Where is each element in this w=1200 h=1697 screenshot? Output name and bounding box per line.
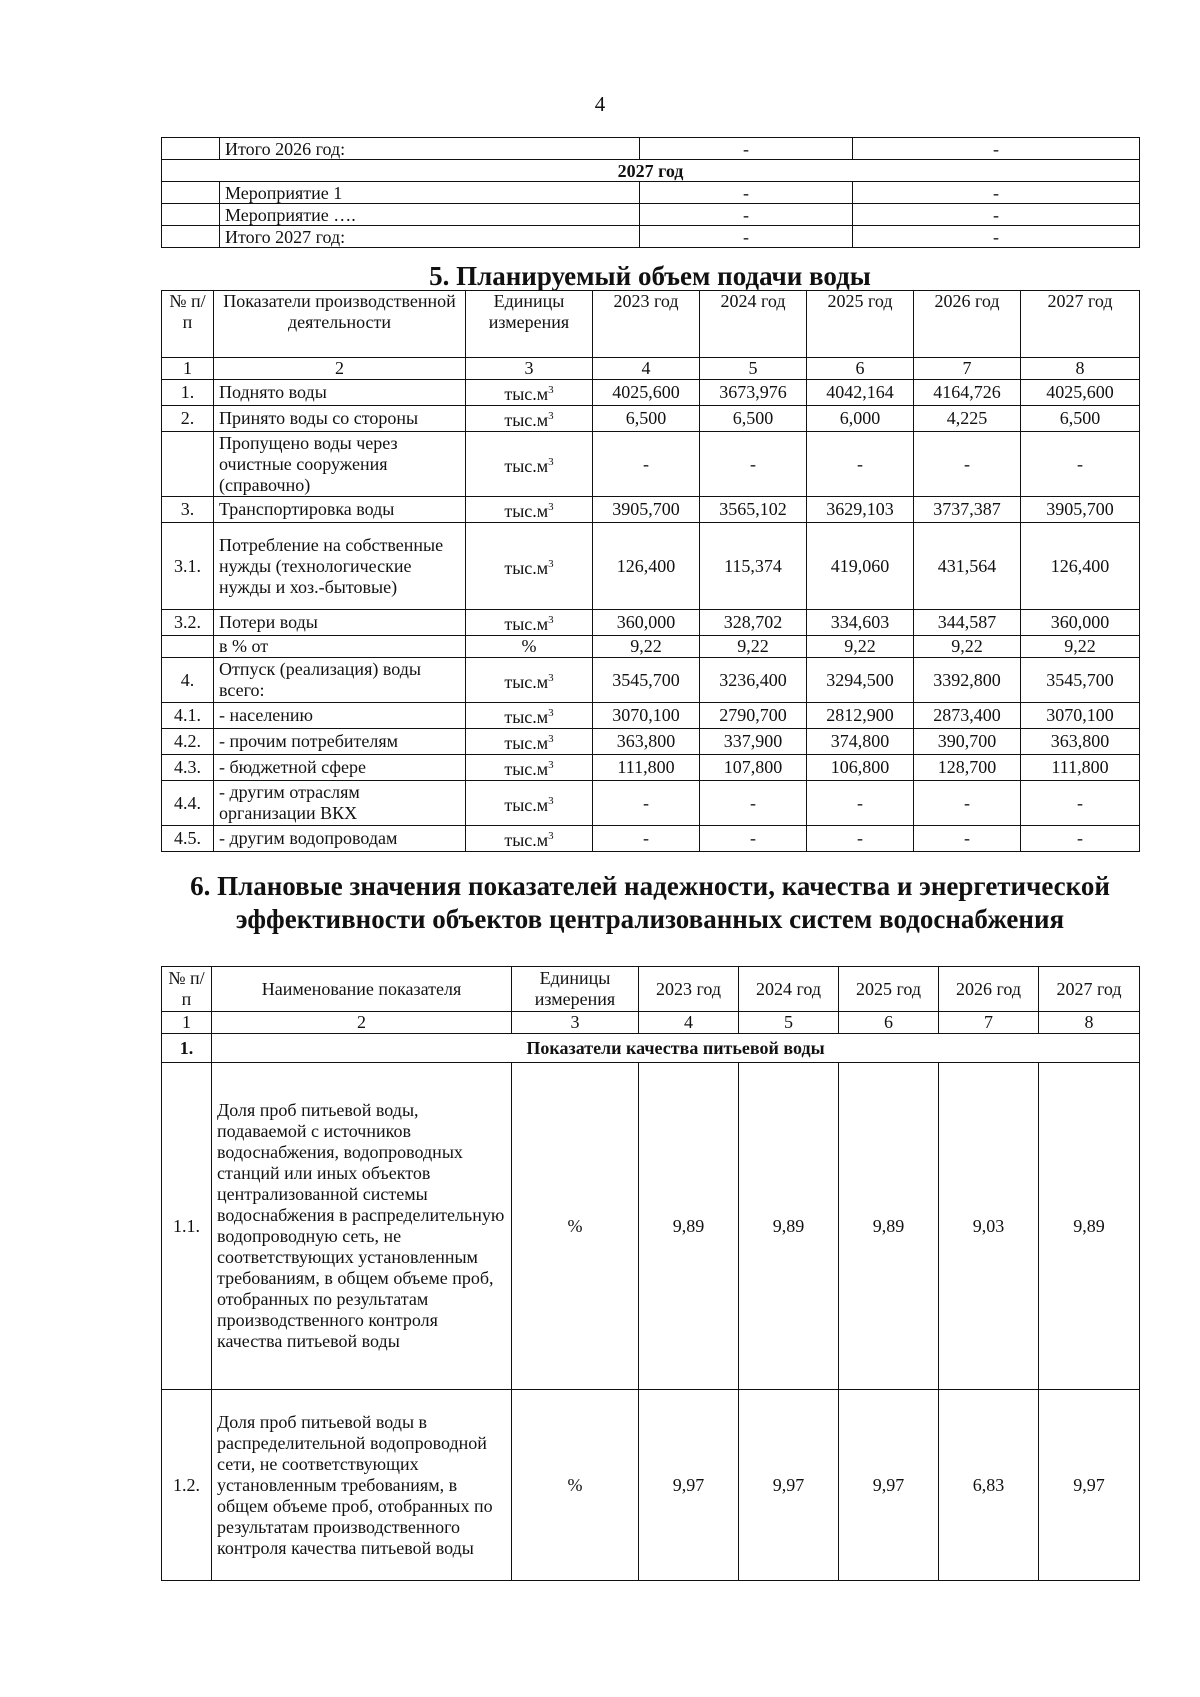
unit-superscript: 3 <box>548 733 554 745</box>
indicator-name-cell: - бюджетной сфере <box>214 755 466 781</box>
unit-cell <box>466 610 593 636</box>
table-row <box>162 523 1140 610</box>
value-cell: 6,500 <box>1021 406 1140 432</box>
table-row <box>162 138 1140 160</box>
column-number-row <box>162 358 1140 380</box>
value-cell: - <box>640 182 853 204</box>
value-cell: - <box>853 138 1140 160</box>
unit-text: тыс.м <box>504 830 549 850</box>
value-cell: 9,22 <box>1021 636 1140 658</box>
column-header: 2026 год <box>914 291 1021 358</box>
indicator-name-cell: Отпуск (реализация) воды всего: <box>214 658 466 703</box>
value-cell: 431,564 <box>914 523 1021 610</box>
column-header: 2023 год <box>593 291 700 358</box>
row-number-cell: 4.5. <box>162 826 214 852</box>
row-number-cell: 4.3. <box>162 755 214 781</box>
unit-text: тыс.м <box>504 501 549 521</box>
value-cell: 115,374 <box>700 523 807 610</box>
unit-cell <box>466 432 593 497</box>
unit-cell <box>466 523 593 610</box>
header-row <box>162 291 1140 358</box>
unit-cell: % <box>512 1063 639 1390</box>
value-cell: - <box>914 826 1021 852</box>
column-number: 7 <box>939 1012 1039 1034</box>
value-cell: 3545,700 <box>593 658 700 703</box>
value-cell: 107,800 <box>700 755 807 781</box>
row-number-cell <box>162 182 220 204</box>
table-row <box>162 610 1140 636</box>
unit-cell <box>466 703 593 729</box>
unit-superscript: 3 <box>548 759 554 771</box>
column-header: 2025 год <box>839 967 939 1012</box>
page-number: 4 <box>594 92 606 116</box>
value-cell: 328,702 <box>700 610 807 636</box>
indicator-name-cell: Доля проб питьевой воды, подаваемой с источников водоснабжения, водопроводных станций или иных объектов централизованной системы водоснабжения в распределительную водопроводную сеть, не соответствующих установленным требованиям, в общем объеме проб, отобранных по результатам производственного контроля качества питьевой воды <box>212 1063 512 1390</box>
value-cell: 9,97 <box>1039 1390 1140 1581</box>
row-number-cell: 4.4. <box>162 781 214 826</box>
column-header: 2027 год <box>1021 291 1140 358</box>
table-row <box>162 160 1140 182</box>
row-number-cell <box>162 226 220 248</box>
value-cell: 2873,400 <box>914 703 1021 729</box>
value-cell: 3565,102 <box>700 497 807 523</box>
row-number-cell <box>162 204 220 226</box>
column-header: Единицы измерения <box>512 967 639 1012</box>
value-cell: 2812,900 <box>807 703 914 729</box>
value-cell: 6,000 <box>807 406 914 432</box>
column-number: 3 <box>512 1012 639 1034</box>
table-row <box>162 1063 1140 1390</box>
value-cell: 6,500 <box>593 406 700 432</box>
unit-superscript: 3 <box>548 614 554 626</box>
column-number: 6 <box>807 358 914 380</box>
event-name-cell: Мероприятие 1 <box>220 182 640 204</box>
value-cell: - <box>593 781 700 826</box>
indicator-name-cell: Потери воды <box>214 610 466 636</box>
column-number: 2 <box>214 358 466 380</box>
event-name-cell: Мероприятие …. <box>220 204 640 226</box>
unit-superscript: 3 <box>548 384 554 396</box>
value-cell: 9,03 <box>939 1063 1039 1390</box>
indicator-name-cell: - населению <box>214 703 466 729</box>
group-row <box>162 1034 1140 1063</box>
table-row <box>162 204 1140 226</box>
value-cell: 2790,700 <box>700 703 807 729</box>
row-number-cell: 4. <box>162 658 214 703</box>
value-cell: - <box>640 138 853 160</box>
group-number-cell: 1. <box>162 1034 212 1063</box>
column-number-row <box>162 1012 1140 1034</box>
value-cell: 334,603 <box>807 610 914 636</box>
unit-superscript: 3 <box>548 707 554 719</box>
column-number: 1 <box>162 1012 212 1034</box>
value-cell: - <box>593 826 700 852</box>
table-row <box>162 432 1140 497</box>
table-row <box>162 226 1140 248</box>
unit-cell <box>466 658 593 703</box>
value-cell: 360,000 <box>593 610 700 636</box>
table-row <box>162 1390 1140 1581</box>
value-cell: 360,000 <box>1021 610 1140 636</box>
value-cell: 337,900 <box>700 729 807 755</box>
column-header: 2027 год <box>1039 967 1140 1012</box>
column-number: 3 <box>466 358 593 380</box>
value-cell: 3673,976 <box>700 380 807 406</box>
section-5-title: 5. Планируемый объем подачи воды <box>429 261 871 291</box>
table-row <box>162 755 1140 781</box>
unit-superscript: 3 <box>548 501 554 513</box>
unit-superscript: 3 <box>548 794 554 807</box>
reliability-indicators-table <box>161 966 1140 1581</box>
indicator-name-cell: - прочим потребителям <box>214 729 466 755</box>
column-header: Наименование показателя <box>212 967 512 1012</box>
value-cell: 128,700 <box>914 755 1021 781</box>
value-cell: 363,800 <box>1021 729 1140 755</box>
value-cell: - <box>807 826 914 852</box>
value-cell: 106,800 <box>807 755 914 781</box>
indicator-name-cell: Принято воды со стороны <box>214 406 466 432</box>
value-cell: 3294,500 <box>807 658 914 703</box>
event-name-cell: Итого 2027 год: <box>220 226 640 248</box>
value-cell: - <box>853 182 1140 204</box>
table-row <box>162 380 1140 406</box>
column-number: 5 <box>700 358 807 380</box>
unit-text: тыс.м <box>504 614 549 634</box>
value-cell: 419,060 <box>807 523 914 610</box>
indicator-name-cell: - другим водопроводам <box>214 826 466 852</box>
unit-text: тыс.м <box>504 759 549 779</box>
value-cell: 344,587 <box>914 610 1021 636</box>
table-row <box>162 636 1140 658</box>
value-cell: 374,800 <box>807 729 914 755</box>
events-table <box>161 137 1140 248</box>
unit-text: тыс.м <box>504 733 549 753</box>
column-header: 2024 год <box>739 967 839 1012</box>
column-number: 8 <box>1039 1012 1140 1034</box>
column-header: № п/п <box>162 967 212 1012</box>
unit-superscript: 3 <box>548 830 554 842</box>
unit-text: тыс.м <box>504 707 549 727</box>
value-cell: 9,97 <box>639 1390 739 1581</box>
value-cell: - <box>1021 432 1140 497</box>
column-number: 4 <box>639 1012 739 1034</box>
value-cell: 9,89 <box>639 1063 739 1390</box>
value-cell: - <box>700 781 807 826</box>
value-cell: 9,97 <box>839 1390 939 1581</box>
indicator-name-cell: Доля проб питьевой воды в распределительной водопроводной сети, не соответствующих установленным требованиям, в общем объеме проб, отобранных по результатам производственного контроля качества питьевой воды <box>212 1390 512 1581</box>
value-cell: 9,89 <box>839 1063 939 1390</box>
unit-cell <box>466 826 593 852</box>
indicator-name-cell: Потребление на собственные нужды (технологические нужды и хоз.-бытовые) <box>214 523 466 610</box>
unit-cell <box>466 636 593 658</box>
group-name-cell: Показатели качества питьевой воды <box>212 1034 1140 1063</box>
value-cell: - <box>807 432 914 497</box>
value-cell: 3070,100 <box>1021 703 1140 729</box>
column-number: 7 <box>914 358 1021 380</box>
column-header: 2024 год <box>700 291 807 358</box>
unit-text: тыс.м <box>504 557 549 578</box>
table-row <box>162 406 1140 432</box>
row-number-cell: 3.1. <box>162 523 214 610</box>
value-cell: 4025,600 <box>1021 380 1140 406</box>
value-cell: 9,89 <box>1039 1063 1140 1390</box>
table-row <box>162 658 1140 703</box>
value-cell: - <box>640 204 853 226</box>
value-cell: 4025,600 <box>593 380 700 406</box>
column-header: 2025 год <box>807 291 914 358</box>
unit-text: тыс.м <box>504 410 549 430</box>
value-cell: - <box>853 226 1140 248</box>
value-cell: 6,83 <box>939 1390 1039 1581</box>
unit-cell: % <box>512 1390 639 1581</box>
row-number-cell: 3.2. <box>162 610 214 636</box>
value-cell: - <box>914 432 1021 497</box>
value-cell: 111,800 <box>593 755 700 781</box>
indicator-name-cell: в % от <box>214 636 466 658</box>
year-header-cell: 2027 год <box>162 160 1140 182</box>
value-cell: 9,22 <box>700 636 807 658</box>
row-number-cell: 1.1. <box>162 1063 212 1390</box>
column-header: Единицы измерения <box>466 291 593 358</box>
table-row <box>162 826 1140 852</box>
row-number-cell: 4.2. <box>162 729 214 755</box>
value-cell: 9,97 <box>739 1390 839 1581</box>
value-cell: 126,400 <box>1021 523 1140 610</box>
row-number-cell: 1. <box>162 380 214 406</box>
column-header: № п/п <box>162 291 214 358</box>
row-number-cell <box>162 138 220 160</box>
value-cell: 111,800 <box>1021 755 1140 781</box>
value-cell: 390,700 <box>914 729 1021 755</box>
value-cell: 3392,800 <box>914 658 1021 703</box>
table-row <box>162 497 1140 523</box>
value-cell: 4042,164 <box>807 380 914 406</box>
value-cell: 3545,700 <box>1021 658 1140 703</box>
row-number-cell: 2. <box>162 406 214 432</box>
value-cell: 3905,700 <box>1021 497 1140 523</box>
unit-text: тыс.м <box>504 794 549 815</box>
column-header: 2023 год <box>639 967 739 1012</box>
value-cell: 3737,387 <box>914 497 1021 523</box>
column-number: 6 <box>839 1012 939 1034</box>
value-cell: 4164,726 <box>914 380 1021 406</box>
value-cell: - <box>640 226 853 248</box>
row-number-cell: 3. <box>162 497 214 523</box>
unit-text: тыс.м <box>504 384 549 404</box>
value-cell: 9,22 <box>807 636 914 658</box>
unit-cell <box>466 406 593 432</box>
row-number-cell <box>162 636 214 658</box>
unit-superscript: 3 <box>548 557 554 570</box>
indicator-name-cell: Пропущено воды через очистные сооружения (справочно) <box>214 432 466 497</box>
column-number: 8 <box>1021 358 1140 380</box>
row-number-cell: 1.2. <box>162 1390 212 1581</box>
value-cell: 9,22 <box>593 636 700 658</box>
column-number: 1 <box>162 358 214 380</box>
table-row <box>162 703 1140 729</box>
value-cell: 363,800 <box>593 729 700 755</box>
indicator-name-cell: Транспортировка воды <box>214 497 466 523</box>
value-cell: 3905,700 <box>593 497 700 523</box>
column-header: Показатели производственной деятельности <box>214 291 466 358</box>
unit-cell <box>466 781 593 826</box>
unit-text: тыс.м <box>504 671 549 692</box>
unit-superscript: 3 <box>548 671 554 684</box>
unit-text: тыс.м <box>504 455 549 476</box>
row-number-cell <box>162 432 214 497</box>
value-cell: - <box>593 432 700 497</box>
header-row <box>162 967 1140 1012</box>
unit-cell <box>466 755 593 781</box>
unit-cell <box>466 497 593 523</box>
table-row <box>162 729 1140 755</box>
value-cell: 6,500 <box>700 406 807 432</box>
unit-superscript: 3 <box>548 455 554 468</box>
column-number: 2 <box>212 1012 512 1034</box>
value-cell: 4,225 <box>914 406 1021 432</box>
row-number-cell: 4.1. <box>162 703 214 729</box>
value-cell: - <box>1021 781 1140 826</box>
table-row <box>162 182 1140 204</box>
column-number: 4 <box>593 358 700 380</box>
unit-superscript: 3 <box>548 410 554 422</box>
indicator-name-cell: Поднято воды <box>214 380 466 406</box>
value-cell: - <box>700 432 807 497</box>
water-supply-table <box>161 290 1140 852</box>
value-cell: 3236,400 <box>700 658 807 703</box>
table-row <box>162 781 1140 826</box>
value-cell: 3629,103 <box>807 497 914 523</box>
unit-text: % <box>521 636 537 656</box>
value-cell: - <box>914 781 1021 826</box>
value-cell: - <box>807 781 914 826</box>
value-cell: - <box>853 204 1140 226</box>
section-6-title: 6. Плановые значения показателей надежности, качества и энергетической эффективности объектов централизованных систем водоснабжения <box>190 871 1110 934</box>
value-cell: 9,22 <box>914 636 1021 658</box>
unit-cell <box>466 380 593 406</box>
value-cell: 9,89 <box>739 1063 839 1390</box>
value-cell: - <box>1021 826 1140 852</box>
value-cell: 3070,100 <box>593 703 700 729</box>
unit-cell <box>466 729 593 755</box>
column-number: 5 <box>739 1012 839 1034</box>
value-cell: 126,400 <box>593 523 700 610</box>
event-name-cell: Итого 2026 год: <box>220 138 640 160</box>
indicator-name-cell: - другим отраслям организации ВКХ <box>214 781 466 826</box>
column-header: 2026 год <box>939 967 1039 1012</box>
value-cell: - <box>700 826 807 852</box>
